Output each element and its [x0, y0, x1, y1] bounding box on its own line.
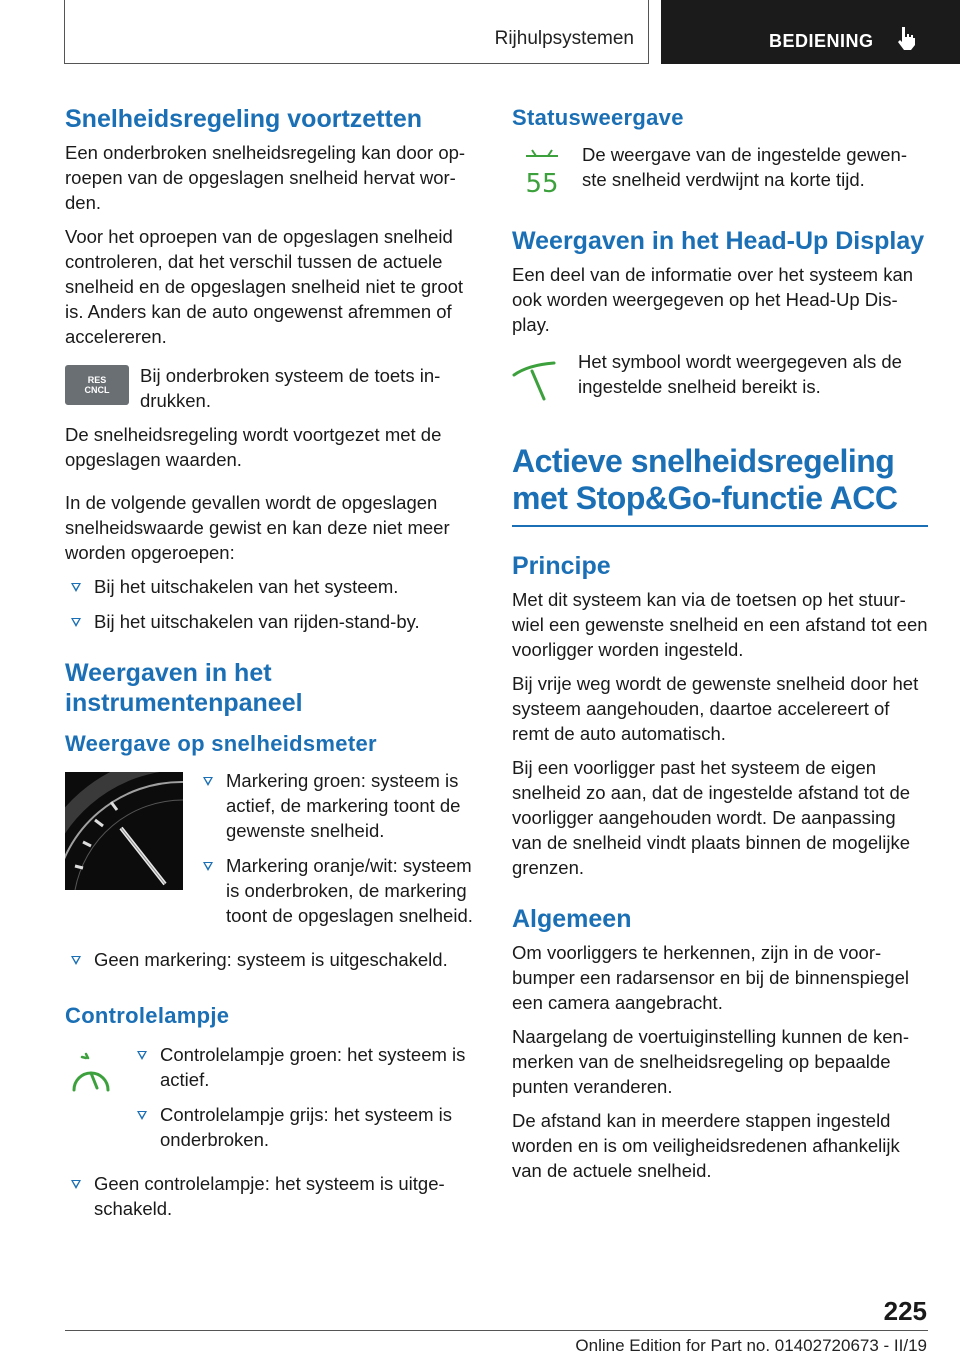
bullet-triangle-icon [71, 956, 81, 965]
header-chapter-box [661, 0, 960, 64]
heading-general: Algemeen [512, 905, 632, 933]
bullet-triangle-icon [71, 583, 81, 592]
paragraph: Voor het oproepen van de opgeslagen snelheid controleren, dat het verschil tussen de actuele snelheid en de opgeslagen snelheid niet te groot is. Anders kan de auto ongewenst afremmen of accelereren. [65, 226, 464, 347]
heading-acc: Actieve snelheidsregeling met Stop&Go-functie ACC [512, 443, 928, 527]
list-item: Bij het uitschakelen van rijden-stand-by. [65, 609, 477, 634]
paragraph: De afstand kan in meerdere stappen ingesteld worden en is om veiligheidsredenen afhankelijk van de actuele snelheid. [512, 1110, 900, 1181]
paragraph: Het symbool wordt weergegeven als de ingestelde snelheid bereikt is. [578, 351, 902, 397]
header-section-title: Rijhulpsystemen [494, 28, 634, 49]
bullet-triangle-icon [203, 862, 213, 871]
paragraph: Bij onderbroken systeem de toets in-drukken. [140, 365, 441, 411]
paragraph: Naargelang de voertuiginstelling kunnen de ken-merken van de snelheidsregeling op bepaalde punten veranderen. [512, 1026, 909, 1097]
paragraph: Om voorliggers te herkennen, zijn in de voor-bumper een radarsensor en bij de binnenspiegel een camera aangebracht. [512, 942, 909, 1013]
bullet-triangle-icon [71, 1180, 81, 1189]
paragraph: Bij vrije weg wordt de gewenste snelheid door het systeem aangehouden, daartoe accelereert of remt de auto automatisch. [512, 673, 919, 744]
heading-principle: Principe [512, 552, 611, 580]
heading-instrument-panel: Weergaven in het instrumentenpaneel [65, 659, 303, 717]
hud-row [512, 349, 928, 403]
speedometer-bullets [197, 768, 477, 938]
hud-cruise-symbol-icon [512, 357, 558, 403]
heading-hud: Weergaven in het Head-Up Display [512, 227, 925, 255]
status-row [512, 142, 928, 198]
list-item: Controlelampje groen: het systeem is actief. [131, 1042, 477, 1092]
heading-speedometer: Weergave op snelheidsmeter [65, 731, 377, 756]
speedometer-image [65, 772, 183, 890]
paragraph: Een onderbroken snelheidsregeling kan door op-roepen van de opgeslagen snelheid hervat wor-den. [65, 142, 466, 213]
indicator-lamp-row [65, 1042, 477, 1162]
speedometer-row [65, 768, 477, 938]
res-cncl-button-icon: RES CNCL [65, 365, 129, 405]
header-section-box [64, 0, 649, 64]
list-item: Controlelampje grijs: het systeem is onderbroken. [131, 1102, 477, 1152]
paragraph: In de volgende gevallen wordt de opgeslagen snelheidswaarde gewist en kan deze niet meer worden opgeroepen: [65, 492, 450, 563]
bullet-triangle-icon [203, 777, 213, 786]
heading-resume: Snelheidsregeling voortzetten [65, 105, 423, 133]
list-item: Geen markering: systeem is uitgeschakeld. [65, 947, 477, 972]
bullet-triangle-icon [71, 618, 81, 627]
set-speed-55-icon [522, 146, 562, 198]
bullet-triangle-icon [137, 1051, 147, 1060]
indicator-lamp-bullets [131, 1042, 477, 1162]
paragraph: Bij een voorligger past het systeem de eigen snelheid zo aan, dat de ingestelde afstand tot de voorligger aangehouden wordt. De aanpassing van de snelheid vindt plaats binnen de mogelijke grenzen. [512, 757, 911, 878]
footer-divider [65, 1330, 928, 1331]
edition-note: Online Edition for Part no. 01402720673 - II/19 [575, 1336, 927, 1355]
list-item: Geen controlelampje: het systeem is uitge-schakeld. [65, 1171, 477, 1221]
list-item: Markering oranje/wit: systeem is onderbroken, de markering toont de opgeslagen snelheid. [197, 853, 477, 928]
right-column [512, 104, 928, 1192]
res-button-row [65, 363, 477, 413]
heading-status-display: Statusweergave [512, 105, 684, 130]
paragraph: De weergave van de ingestelde gewen-ste snelheid verdwijnt na korte tijd. [582, 144, 907, 190]
header-chapter-title: BEDIENING [769, 31, 874, 51]
bullet-triangle-icon [137, 1111, 147, 1120]
paragraph: Een deel van de informatie over het systeem kan ook worden weergegeven op het Head-Up Dis-play. [512, 264, 914, 335]
page-number: 225 [883, 1296, 927, 1326]
set-speed-value: 55 [525, 169, 559, 198]
list-item: Bij het uitschakelen van het systeem. [65, 574, 477, 599]
hand-pointer-icon [895, 25, 917, 51]
paragraph: Met dit systeem kan via de toetsen op het stuur-wiel een gewenste snelheid en een afstand tot een voorligger worden ingesteld. [512, 589, 928, 660]
paragraph: De snelheidsregeling wordt voortgezet met de opgeslagen waarden. [65, 424, 442, 470]
heading-indicator-lamp: Controlelampje [65, 1003, 230, 1028]
left-column [65, 104, 477, 1231]
cruise-indicator-icon [69, 1052, 113, 1096]
list-item: Markering groen: systeem is actief, de markering toont de gewenste snelheid. [197, 768, 477, 843]
